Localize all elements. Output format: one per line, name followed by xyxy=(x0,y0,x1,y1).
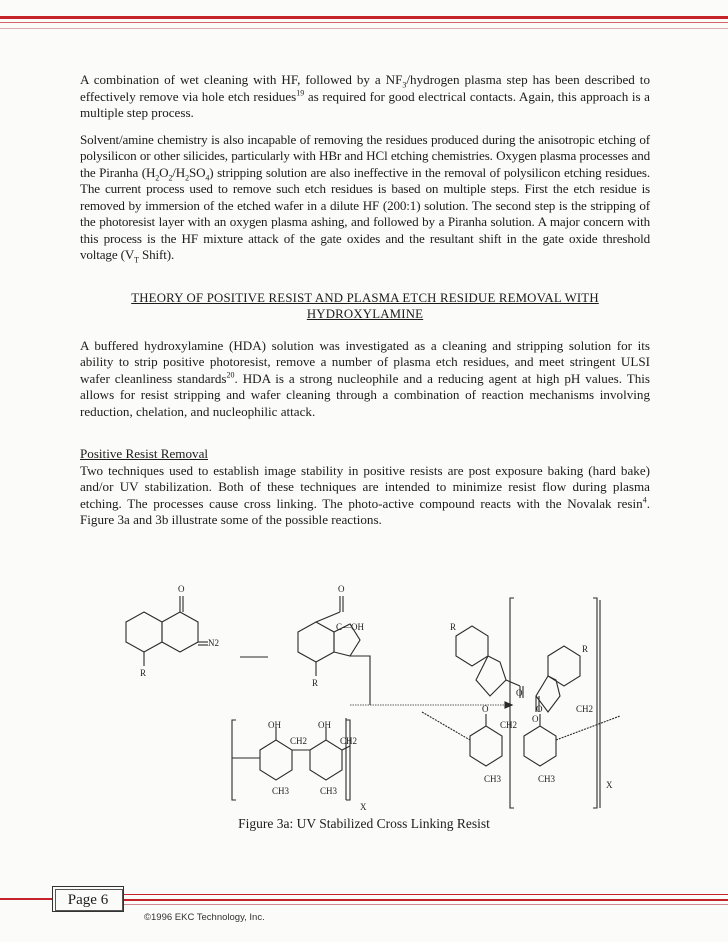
label-oxygen: O xyxy=(178,584,185,594)
label-diazo: N2 xyxy=(208,638,219,648)
text-run: O xyxy=(159,164,169,180)
paragraph-hf-cleaning xyxy=(80,72,650,122)
label-hydroxyl: OH xyxy=(318,720,331,730)
cyclopentene-ring xyxy=(476,656,506,696)
phenol-ring xyxy=(524,726,556,766)
text-run: ) stripping solution are also ineffective in the removal of polysilicon etching residues. The current process used to remove such etch residues is based on multiple steps. First the etch residue is removed by immersion of the etched wafer in a dilute HF (200:1) solution. The second step is the stripping of the photoresist layer with an oxygen plasma ashing, and followed by a Piranha solution. A major concern with this process is the HF mixture attack of the gate oxides and the resultant shift in the gate oxide threshold voltage (V xyxy=(80,164,650,262)
benzene-ring xyxy=(298,622,334,662)
text-run: A combination of wet cleaning with HF, followed by a NF xyxy=(80,72,403,87)
citation-superscript: 19 xyxy=(296,88,305,98)
label-r-group: R xyxy=(450,622,457,632)
subscript: 2 xyxy=(185,173,189,183)
text-run: /H xyxy=(172,164,186,180)
citation-superscript: 4 xyxy=(642,495,647,505)
label-methylene: CH2 xyxy=(500,720,518,730)
benzene-ring xyxy=(126,612,162,652)
subscript: 2 xyxy=(155,173,160,183)
label-r-group: R xyxy=(140,668,147,678)
text-run: . Figure 3a and 3b illustrate some of the possible reactions. xyxy=(80,495,650,527)
label-r-group: R xyxy=(582,644,589,654)
text-run: SO xyxy=(188,164,206,180)
top-rule xyxy=(0,16,728,19)
label-oxygen: O xyxy=(536,704,543,714)
text-run: as required for good electrical contacts. Again, this approach is a multiple step process. xyxy=(80,88,650,120)
figure-3a xyxy=(0,580,728,840)
figure-caption: Figure 3a: UV Stabilized Cross Linking Resist xyxy=(238,816,490,831)
subscript: 2 xyxy=(168,173,173,183)
page-body xyxy=(80,72,650,539)
benzene-ring xyxy=(548,646,580,686)
label-methyl: CH3 xyxy=(484,774,502,784)
chemical-structure-diagram xyxy=(0,580,728,840)
benzene-ring xyxy=(456,626,488,666)
subscript: T xyxy=(134,255,139,265)
paragraph-resist-removal xyxy=(80,463,650,529)
footer-rule xyxy=(124,899,728,901)
text-run: /hydrogen plasma step has been described to effectively remove via hole etch residues xyxy=(80,72,650,104)
subscript: 3 xyxy=(402,80,407,90)
footer-rule xyxy=(124,904,728,905)
phenol-ring xyxy=(470,726,502,766)
label-carboxyl: C—OH xyxy=(336,622,365,632)
label-methylene: CH2 xyxy=(340,736,358,746)
citation-superscript: 20 xyxy=(226,370,235,380)
phenol-ring xyxy=(310,740,342,780)
label-hydroxyl: OH xyxy=(268,720,281,730)
footer-rule xyxy=(0,898,52,900)
page-number: Page 6 xyxy=(67,892,109,908)
text-run: Shift). xyxy=(138,247,175,262)
footer-rule xyxy=(124,894,728,895)
label-methyl: CH3 xyxy=(538,774,556,784)
text-run: Solvent/amine chemistry is also incapable of removing the residues produced during the anisotropic etching of polysilicon or other silicides, particularly with HBr and HCl etching chemistries. Oxygen plasma processes and the Piranha (H xyxy=(80,131,650,180)
text-run: . HDA is a strong nucleophile and a reducing agent at high pH values. This allows for resist stripping and wafer cleaning through a combination of reaction mechanisms involving reduction, chelation, and nucleophilic attack. xyxy=(80,370,650,419)
subscript: 4 xyxy=(205,173,210,183)
top-rule-light xyxy=(0,28,728,29)
label-oxygen: O xyxy=(532,714,539,724)
label-methylene: CH2 xyxy=(576,704,594,714)
label-r-group: R xyxy=(312,678,319,688)
label-methyl: CH3 xyxy=(272,786,290,796)
top-rule-thin xyxy=(0,22,728,23)
label-repeat-x: X xyxy=(606,780,613,790)
label-oxygen: O xyxy=(338,584,345,594)
label-repeat-x: X xyxy=(360,802,367,812)
section-heading: THEORY OF POSITIVE RESIST AND PLASMA ETCH RESIDUE REMOVAL WITH HYDROXYLAMINE xyxy=(131,290,599,321)
label-oxygen: O xyxy=(516,688,523,698)
label-oxygen: O xyxy=(482,704,489,714)
label-methylene: CH2 xyxy=(290,736,308,746)
text-run: A buffered hydroxylamine (HDA) solution was investigated as a cleaning and stripping solution for its ability to strip positive photoresist, remove a number of plasma etch residues, and meet stringent ULSI wafer cleanliness standards xyxy=(80,337,650,386)
paragraph-hydroxylamine xyxy=(80,338,650,421)
copyright-notice: ©1996 EKC Technology, Inc. xyxy=(144,912,265,923)
quinone-ring xyxy=(162,612,198,652)
page-number-frame xyxy=(55,889,123,911)
label-methyl: CH3 xyxy=(320,786,338,796)
phenol-ring xyxy=(260,740,292,780)
paragraph-solvent-amine xyxy=(80,132,650,264)
subsection-heading: Positive Resist Removal xyxy=(80,446,209,461)
reaction-arrowhead xyxy=(505,702,512,708)
text-run: Two techniques used to establish image stability in positive resists are post exposure baking (hard bake) and/or UV stabilization. Both of these techniques are intended to minimize resist flow during plasma etching. The processes cause cross linking. The photo-active compound reacts with the Novalak resin xyxy=(80,462,650,511)
